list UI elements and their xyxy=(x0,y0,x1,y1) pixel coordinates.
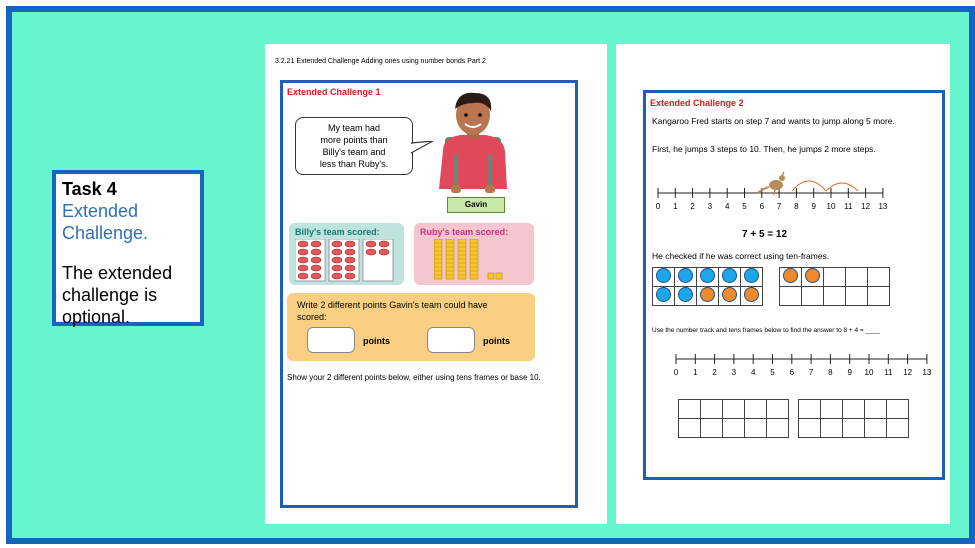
number-line-label: 5 xyxy=(742,202,747,211)
ten-frame-cell xyxy=(697,287,719,306)
number-line-label: 0 xyxy=(673,368,679,377)
billy-counters xyxy=(295,239,401,283)
ten-frame-cell xyxy=(745,400,767,419)
ten-frame-cell xyxy=(719,268,741,287)
counter xyxy=(345,273,355,279)
ten-frame-cell xyxy=(821,400,843,419)
task-body-1: The extended xyxy=(62,263,173,283)
counter xyxy=(332,265,342,271)
speech-line: less than Ruby's. xyxy=(319,159,389,169)
worksheet-page-2 xyxy=(616,44,950,524)
counter xyxy=(366,249,376,255)
ten-frame-cell xyxy=(824,287,846,306)
answer-prompt-text: Write 2 different points Gavin's team could have scored: xyxy=(297,300,488,322)
orange-counter xyxy=(783,268,798,283)
number-line-label: 2 xyxy=(712,368,717,377)
counter xyxy=(298,241,308,247)
number-line-label: 13 xyxy=(922,368,932,377)
document-header: 3.2.21 Extended Challenge Adding ones using number bonds Part 2 xyxy=(275,58,486,65)
kangaroo-paragraph: Kangaroo Fred starts on step 7 and wants to jump along 5 more. xyxy=(652,116,895,126)
ruby-base-ten-blocks xyxy=(434,239,530,283)
ten-frame-cell xyxy=(679,400,701,419)
billy-score-card xyxy=(289,223,404,285)
number-line-label: 8 xyxy=(828,368,833,377)
counter xyxy=(311,241,321,247)
jump-arc-1 xyxy=(792,181,826,191)
blue-counter xyxy=(656,268,671,283)
ten-frame-cell xyxy=(767,419,789,438)
task-title: Task 4 xyxy=(62,179,117,199)
ten-frame-cell xyxy=(780,268,802,287)
counter xyxy=(345,257,355,263)
number-line-label: 2 xyxy=(690,202,695,211)
counter xyxy=(345,241,355,247)
ten-frame-cell xyxy=(719,287,741,306)
empty-ten-frame-2[interactable] xyxy=(798,399,909,438)
speech-line: more points than xyxy=(320,135,388,145)
empty-ten-frame-1[interactable] xyxy=(678,399,789,438)
counter xyxy=(345,249,355,255)
ten-frame-cell xyxy=(868,287,890,306)
number-line-label: 5 xyxy=(770,368,775,377)
jump-paragraph: First, he jumps 3 steps to 10. Then, he jumps 2 more steps. xyxy=(652,144,876,154)
extended-challenge-1 xyxy=(280,80,578,508)
counter xyxy=(298,273,308,279)
speech-bubble xyxy=(295,117,413,175)
ten-frame-cell xyxy=(741,268,763,287)
ten-frame-cell xyxy=(865,400,887,419)
number-line-label: 11 xyxy=(884,368,893,377)
points-label-1: points xyxy=(363,336,390,346)
answer-input-1[interactable] xyxy=(307,327,355,353)
ones-cube xyxy=(488,273,494,279)
counter xyxy=(298,257,308,263)
ten-frame-cell xyxy=(821,419,843,438)
ten-frame-cell xyxy=(824,268,846,287)
task-body-2: challenge is xyxy=(62,285,158,305)
billy-score-title: Billy's team scored: xyxy=(295,227,380,237)
blue-counter xyxy=(744,268,759,283)
character-name-label: Gavin xyxy=(447,197,505,213)
orange-counter xyxy=(805,268,820,283)
ten-frame-cell xyxy=(843,400,865,419)
number-line-label: 4 xyxy=(750,368,756,377)
gavin-character-icon xyxy=(423,89,523,197)
ten-frame-2 xyxy=(779,267,890,306)
ten-frame-cell xyxy=(846,268,868,287)
number-line-label: 1 xyxy=(693,368,698,377)
worksheet-page-1 xyxy=(265,44,607,524)
ten-frame-cell xyxy=(723,400,745,419)
task-body-3: optional. xyxy=(62,307,131,327)
answer-input-2[interactable] xyxy=(427,327,475,353)
ten-frame-1 xyxy=(652,267,763,306)
number-line-label: 13 xyxy=(878,202,888,211)
extended-challenge-2 xyxy=(643,90,945,480)
number-line-label: 10 xyxy=(864,368,874,377)
counter xyxy=(298,249,308,255)
counter xyxy=(332,273,342,279)
ruby-score-title: Ruby's team scored: xyxy=(420,227,509,237)
number-line-label: 7 xyxy=(808,368,814,377)
blue-counter xyxy=(678,268,693,283)
ten-frame-cell xyxy=(697,268,719,287)
number-line-1 xyxy=(652,167,898,221)
ten-frame-cell xyxy=(701,400,723,419)
task-subtitle-2: Challenge. xyxy=(62,223,149,243)
ones-cube xyxy=(496,273,502,279)
number-line-label: 0 xyxy=(655,202,661,211)
challenge-1-title: Extended Challenge 1 xyxy=(287,87,381,97)
answer-prompt-box xyxy=(287,293,535,361)
ten-frame-check-text: He checked if he was correct using ten-frames. xyxy=(652,251,830,261)
counter xyxy=(332,241,342,247)
number-line-label: 11 xyxy=(844,202,853,211)
ten-frame-cell xyxy=(846,287,868,306)
equation: 7 + 5 = 12 xyxy=(742,229,788,240)
number-line-label: 12 xyxy=(903,368,913,377)
number-line-label: 6 xyxy=(789,368,795,377)
number-line-label: 8 xyxy=(794,202,799,211)
ten-frame-cell xyxy=(653,287,675,306)
counter xyxy=(366,241,376,247)
number-line-2 xyxy=(652,345,942,381)
number-line-label: 1 xyxy=(673,202,678,211)
show-instructions: Show your 2 different points below, either using tens frames or base 10. xyxy=(287,373,541,382)
counter xyxy=(379,249,389,255)
ten-frame-cell xyxy=(675,287,697,306)
ruby-score-card xyxy=(414,223,534,285)
ten-frame-cell xyxy=(887,419,909,438)
orange-counter xyxy=(722,287,737,302)
counter xyxy=(345,265,355,271)
counter xyxy=(311,265,321,271)
counter xyxy=(311,273,321,279)
ten-frame-cell xyxy=(843,419,865,438)
number-line-label: 4 xyxy=(724,202,730,211)
number-line-label: 9 xyxy=(847,368,852,377)
ten-frame-cell xyxy=(675,268,697,287)
speech-line: Billy's team and xyxy=(322,147,386,157)
ten-frame-cell xyxy=(802,287,824,306)
task-subtitle-1: Extended xyxy=(62,201,139,221)
number-line-label: 3 xyxy=(707,202,713,211)
ten-frame-cell xyxy=(701,419,723,438)
speech-line: My team had xyxy=(327,123,381,133)
ten-frame-cell xyxy=(887,400,909,419)
challenge-2-title: Extended Challenge 2 xyxy=(650,98,744,108)
ten-frame-cell xyxy=(865,419,887,438)
number-line-label: 3 xyxy=(731,368,737,377)
ten-frame-cell xyxy=(653,268,675,287)
counter xyxy=(311,249,321,255)
ten-frame-cell xyxy=(767,400,789,419)
blue-counter xyxy=(656,287,671,302)
counter xyxy=(379,241,389,247)
ten-frame-cell xyxy=(780,287,802,306)
counter xyxy=(332,249,342,255)
number-line-label: 12 xyxy=(861,202,871,211)
task-card xyxy=(52,170,204,326)
ten-frame-cell xyxy=(741,287,763,306)
ten-frame-cell xyxy=(802,268,824,287)
counter xyxy=(332,257,342,263)
blue-counter xyxy=(722,268,737,283)
orange-counter xyxy=(744,287,759,302)
blue-counter xyxy=(678,287,693,302)
ten-frame-cell xyxy=(799,400,821,419)
ten-frame-cell xyxy=(723,419,745,438)
counter xyxy=(311,257,321,263)
blue-counter xyxy=(700,268,715,283)
ten-frame-cell xyxy=(679,419,701,438)
ten-frame-cell xyxy=(868,268,890,287)
orange-counter xyxy=(700,287,715,302)
number-line-label: 6 xyxy=(759,202,765,211)
number-line-label: 9 xyxy=(811,202,816,211)
ten-frame-cell xyxy=(745,419,767,438)
number-line-label: 10 xyxy=(826,202,836,211)
number-track-instruction: Use the number track and tens frames below to find the answer to 8 + 4 = ____ xyxy=(652,327,880,334)
points-label-2: points xyxy=(483,336,510,346)
number-line-label: 7 xyxy=(776,202,782,211)
ten-frame-cell xyxy=(799,419,821,438)
counter xyxy=(298,265,308,271)
